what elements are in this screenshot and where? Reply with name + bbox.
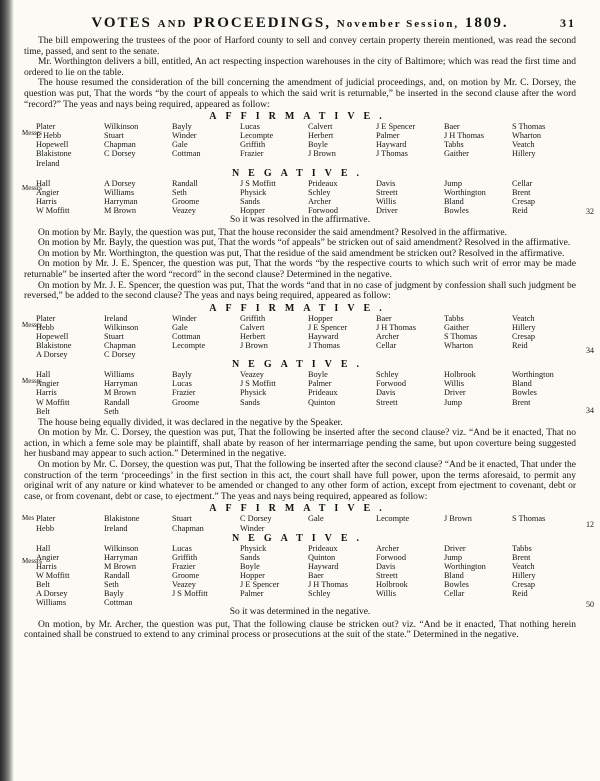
member-name: Stuart: [104, 331, 124, 341]
member-name: Plater: [36, 514, 56, 524]
member-name: Palmer: [240, 589, 264, 599]
member-name: Bayly: [104, 589, 124, 599]
member-name: J Brown: [444, 514, 472, 524]
member-name: Cottman: [104, 598, 133, 608]
name-column: [172, 514, 236, 532]
name-column: [308, 514, 372, 532]
scan-edge: [0, 0, 14, 781]
member-name: S Thomas: [512, 514, 546, 524]
member-name: Physick: [240, 388, 267, 398]
paragraph-11: On motion by Mr. C. Dorsey, the question was put, That the following be inserted after the second clause? “And be it enacted, That under the construction of the term ‘proceedings’ in the first section in this act, the court shall have full power, upon the terms aforesaid, to permit any original writ of any nature or kind whatever to be amended or changed to any other form of action, except from ejectment to covenant, debt or case, or from covenant, debt or case, to ejectment.” The yeas and nays being required, appeared as follow:: [24, 460, 576, 502]
member-name: E Hebb: [36, 131, 62, 141]
member-name: C Dorsey: [240, 514, 272, 524]
member-name: Palmer: [376, 131, 400, 141]
member-name: Ireland: [104, 313, 128, 323]
member-name: Sands: [240, 552, 260, 562]
vote-3-negative-list: [24, 544, 576, 608]
member-name: Stuart: [172, 514, 192, 524]
member-name: Angier: [36, 379, 60, 389]
member-name: Reid: [512, 589, 528, 599]
name-column: [104, 514, 168, 532]
member-name: Griffith: [240, 140, 266, 150]
name-column: [36, 179, 100, 215]
member-name: Wilkinson: [104, 322, 139, 332]
member-name: Jump: [444, 552, 462, 562]
member-name: Driver: [376, 205, 398, 215]
member-name: Hopper: [240, 570, 265, 580]
member-name: M Brown: [104, 561, 137, 571]
member-name: Prideaux: [308, 543, 338, 553]
member-name: W Moffitt: [36, 397, 70, 407]
name-column: [444, 370, 508, 415]
name-column: [512, 370, 576, 415]
member-name: Williams: [104, 187, 135, 197]
name-column: [444, 122, 508, 167]
member-name: Veatch: [512, 140, 535, 150]
member-name: Hopewell: [36, 331, 69, 341]
member-name: Brent: [512, 397, 531, 407]
member-name: Plater: [36, 313, 56, 323]
header-year: 1809.: [464, 15, 509, 31]
member-name: Baer: [376, 313, 392, 323]
member-name: Tabbs: [444, 313, 464, 323]
member-name: Ireland: [36, 158, 60, 168]
member-name: Streett: [376, 187, 398, 197]
member-name: Hillery: [512, 149, 536, 159]
member-name: Bayly: [172, 122, 192, 132]
vote-3-result: So it was determined in the negative.: [229, 607, 371, 618]
member-name: Veatch: [512, 313, 535, 323]
header-title2: PROCEEDINGS,: [193, 15, 331, 31]
page-number: 31: [560, 16, 576, 30]
member-name: Archer: [308, 196, 332, 206]
vote-2-aff-messrs: Messrs: [22, 320, 42, 329]
paragraph-1: The bill empowering the trustees of the poor of Harford county to sell and convey certain property therein mentioned, was read the second time, passed, and sent to the senate.: [24, 36, 576, 57]
vote-3-neg-margin-number: 50: [586, 599, 594, 609]
member-name: Calvert: [308, 122, 333, 132]
member-name: Sands: [240, 196, 260, 206]
member-name: M Brown: [104, 388, 137, 398]
vote-1-result: So it was resolved in the affirmative.: [230, 215, 370, 225]
member-name: Baer: [308, 570, 324, 580]
member-name: Brent: [512, 187, 531, 197]
vote-2-affirmative-heading: AFFIRMATIVE.: [209, 302, 391, 314]
member-name: Groome: [172, 196, 200, 206]
paragraph-12: On motion, by Mr. Archer, the question was put, That the following clause be stricken out? viz. “And be it enacted, That nothing herein contained shall be construed to extend to any criminal process or prosecutions at the suit of the state.” Determined in the negative.: [24, 619, 576, 641]
member-name: Blakistone: [36, 341, 72, 351]
member-name: Hall: [36, 178, 51, 188]
name-column: [308, 314, 372, 359]
member-name: Cellar: [376, 341, 397, 351]
member-name: Wharton: [444, 341, 474, 351]
member-name: Boyle: [308, 370, 328, 380]
paragraph-5: On motion by Mr. Bayly, the question was put, That the words “of appeals” be stricken out of said amendment? Resolved in the affirmative.: [38, 238, 571, 249]
member-name: Wharton: [512, 131, 542, 141]
member-name: Chapman: [104, 140, 136, 150]
member-name: Holbrook: [376, 580, 408, 589]
member-name: Lucas: [240, 122, 260, 132]
member-name: Jump: [444, 397, 462, 407]
name-column: [104, 370, 168, 415]
member-name: Griffith: [240, 313, 266, 323]
name-column: [376, 314, 440, 359]
paragraph-2: Mr. Worthington delivers a bill, entitled, An act respecting inspection warehouses in the city of Baltimore; which was read the first time and ordered to lie on the table.: [24, 57, 576, 78]
member-name: Plater: [36, 122, 56, 132]
member-name: Gale: [308, 514, 324, 524]
member-name: J Brown: [240, 341, 268, 351]
member-name: Cellar: [512, 178, 533, 188]
member-name: J S Moffitt: [240, 379, 276, 389]
member-name: Worthington: [512, 370, 554, 380]
member-name: Harris: [36, 196, 57, 206]
member-name: Reid: [512, 341, 528, 351]
member-name: Randall: [172, 178, 198, 188]
member-name: Stuart: [104, 131, 124, 141]
member-name: Cresap: [512, 580, 536, 589]
name-column: [240, 370, 304, 415]
member-name: Bland: [444, 570, 464, 580]
member-name: W Moffitt: [36, 570, 70, 580]
member-name: Willis: [376, 196, 396, 206]
member-name: Lucas: [172, 543, 192, 553]
member-name: Schley: [376, 370, 399, 380]
member-name: Blakistone: [104, 514, 140, 524]
name-column: [376, 122, 440, 167]
member-name: C Dorsey: [104, 350, 136, 360]
member-name: Randall: [104, 570, 130, 580]
member-name: Forwood: [376, 552, 406, 562]
member-name: S Thomas: [444, 331, 478, 341]
vote-3-aff-margin-number: 12: [586, 520, 594, 530]
member-name: Bowles: [512, 388, 537, 398]
member-name: Winder: [172, 313, 197, 323]
name-column: [172, 370, 236, 415]
vote-1-negative-list: [24, 179, 576, 215]
vote-2-margin-number-2: 34: [586, 406, 594, 416]
member-name: C Dorsey: [104, 149, 136, 159]
name-column: [104, 314, 168, 359]
name-column: [444, 544, 508, 608]
name-column: [240, 122, 304, 167]
member-name: Forwood: [308, 205, 338, 215]
vote-3-neg-messrs: Messrs: [22, 556, 42, 565]
vote-3-affirmative-heading: AFFIRMATIVE.: [209, 503, 391, 515]
name-column: [308, 122, 372, 167]
member-name: Veazey: [172, 580, 196, 589]
member-name: J Thomas: [376, 149, 408, 159]
paragraph-4: On motion by Mr. Bayly, the question was put, That the house reconsider the said amendment? Resolved in the affirmative.: [38, 227, 507, 238]
vote-1-margin-number: 32: [586, 206, 594, 216]
name-column: [308, 370, 372, 415]
member-name: Blakistone: [36, 149, 72, 159]
member-name: J Thomas: [308, 341, 340, 351]
member-name: Hopper: [240, 205, 265, 215]
member-name: Hall: [36, 543, 51, 553]
vote-1: [22, 111, 594, 225]
member-name: Veazey: [172, 205, 196, 215]
member-name: Sands: [240, 397, 260, 407]
member-name: A Dorsey: [104, 178, 136, 188]
name-column: [104, 544, 168, 608]
member-name: Herbert: [308, 131, 334, 141]
member-name: Physick: [240, 187, 267, 197]
vote-1-neg-messrs: Messrs: [22, 183, 42, 192]
member-name: Streett: [376, 397, 398, 407]
paragraph-3: The house resumed the consideration of the bill concerning the amendment of judicial proceedings, and, on motion by Mr. C. Dorsey, the question was put, That the words “by the court of appeals to which the said writ is returnable,” be inserted in the second clause after the word “record?” The yeas and nays being required, appeared as follow:: [24, 78, 576, 110]
member-name: Groome: [172, 397, 200, 407]
header-session: November Session,: [336, 18, 460, 30]
member-name: J E Spencer: [376, 122, 416, 132]
member-name: Ireland: [104, 523, 128, 533]
member-name: Harris: [36, 561, 57, 571]
member-name: Boyle: [240, 561, 260, 571]
vote-1-aff-messrs: Messrs: [22, 129, 42, 138]
member-name: Holbrook: [444, 370, 476, 380]
member-name: Frazier: [172, 388, 196, 398]
vote-1-affirmative-heading: AFFIRMATIVE.: [209, 111, 391, 123]
name-column: [444, 314, 508, 359]
member-name: Angier: [36, 187, 60, 197]
member-name: Bowles: [444, 205, 469, 215]
member-name: J H Thomas: [308, 580, 348, 589]
vote-2-negative-heading: NEGATIVE.: [231, 359, 369, 371]
document-page: [22, 10, 594, 641]
vote-2-neg-messrs: Messrs: [22, 377, 42, 386]
name-column: [444, 514, 508, 532]
member-name: Cresap: [512, 331, 536, 341]
name-column: [444, 179, 508, 215]
member-name: Seth: [104, 406, 119, 416]
member-name: Groome: [172, 570, 200, 580]
name-column: [36, 514, 100, 532]
header-and: AND: [157, 18, 188, 30]
member-name: Calvert: [240, 322, 265, 332]
member-name: Belt: [36, 580, 50, 589]
member-name: Davis: [376, 388, 396, 398]
vote-3: [22, 503, 594, 618]
name-column: [36, 370, 100, 415]
member-name: Physick: [240, 543, 267, 553]
name-column: [376, 179, 440, 215]
name-column: [36, 122, 100, 167]
member-name: S Thomas: [512, 122, 546, 132]
member-name: J Brown: [308, 149, 336, 159]
member-name: Frazier: [240, 149, 264, 159]
vote-2-margin-number-1: 34: [586, 345, 594, 355]
member-name: Bland: [444, 196, 464, 206]
member-name: Bayly: [172, 370, 192, 380]
name-column: [172, 314, 236, 359]
member-name: Harryman: [104, 196, 138, 206]
member-name: Hebb: [36, 322, 54, 332]
member-name: Wilkinson: [104, 543, 139, 553]
member-name: Bland: [512, 379, 532, 389]
vote-3-aff-messrs: Mes: [22, 514, 35, 523]
member-name: Veazey: [240, 370, 264, 380]
member-name: Cellar: [444, 589, 465, 599]
member-name: Hayward: [308, 331, 339, 341]
member-name: Chapman: [104, 341, 136, 351]
name-column: [36, 544, 100, 608]
paragraph-6: On motion by Mr. Worthington, the question was put, That the residue of the said amendment be stricken out? Resolved in the affirmative.: [38, 248, 565, 259]
member-name: Angier: [36, 552, 60, 562]
member-name: Schley: [308, 187, 331, 197]
member-name: Baer: [444, 122, 460, 132]
member-name: Hopper: [308, 313, 333, 323]
member-name: Lecompte: [376, 514, 410, 524]
paragraph-8: On motion by Mr. J. E. Spencer, the question was put, That the words “and that in no case of judgment by confession shall such judgment be reversed,” be added to the second clause? The yeas and nays being required, appeared as follow:: [24, 280, 576, 302]
member-name: Williams: [36, 598, 67, 608]
member-name: A Dorsey: [36, 589, 68, 599]
header-title: VOTES: [91, 15, 152, 31]
member-name: Willis: [376, 589, 396, 599]
member-name: Hall: [36, 370, 51, 380]
member-name: Hayward: [308, 561, 339, 571]
member-name: Veatch: [512, 561, 535, 571]
member-name: Boyle: [308, 140, 328, 150]
member-name: Cottman: [172, 149, 201, 159]
member-name: Chapman: [172, 523, 204, 533]
member-name: Prideaux: [308, 388, 338, 398]
member-name: Williams: [104, 370, 135, 380]
member-name: Reid: [512, 205, 528, 215]
member-name: Winder: [172, 131, 197, 141]
vote-3-negative-heading: NEGATIVE.: [231, 532, 369, 544]
member-name: Winder: [240, 523, 265, 533]
name-column: [512, 179, 576, 215]
name-column: [172, 544, 236, 608]
member-name: Driver: [444, 543, 466, 553]
member-name: Forwood: [376, 379, 406, 389]
name-column: [308, 544, 372, 608]
member-name: Tabbs: [512, 543, 532, 553]
member-name: Quinton: [308, 397, 336, 407]
name-column: [104, 179, 168, 215]
member-name: Archer: [376, 331, 400, 341]
member-name: Tabbs: [444, 140, 464, 150]
member-name: Frazier: [172, 561, 196, 571]
vote-1-negative-heading: NEGATIVE.: [231, 167, 369, 179]
name-column: [376, 370, 440, 415]
member-name: Palmer: [308, 379, 332, 389]
member-name: Hopewell: [36, 140, 69, 150]
member-name: Worthington: [444, 561, 486, 571]
member-name: Jump: [444, 178, 462, 188]
member-name: Randall: [104, 397, 130, 407]
member-name: Cresap: [512, 196, 536, 206]
member-name: Schley: [308, 589, 331, 599]
member-name: Gaither: [444, 322, 469, 332]
member-name: Lecompte: [240, 131, 274, 141]
vote-3-affirmative-list: [24, 514, 576, 532]
name-column: [512, 514, 576, 532]
member-name: Gaither: [444, 149, 469, 159]
name-column: [104, 122, 168, 167]
member-name: Bowles: [444, 580, 469, 589]
member-name: J H Thomas: [376, 322, 416, 332]
name-column: [172, 179, 236, 215]
member-name: Cottman: [172, 331, 201, 341]
paragraph-10: On motion by Mr. C. Dorsey, the question was put, That the following be inserted after the second clause? viz. “And be it enacted, That no action, in which a feme sole may be plaintiff, shall abate by reason of her intermarriage pending the same, but upon coverture being suggested her husband may appear to such action.” Determined in the negative.: [24, 428, 576, 460]
member-name: A Dorsey: [36, 350, 68, 360]
member-name: Gale: [172, 322, 188, 332]
vote-1-affirmative-list: [24, 122, 576, 167]
member-name: J H Thomas: [444, 131, 484, 141]
paragraph-9: The house being equally divided, it was declared in the negative by the Speaker.: [38, 417, 343, 428]
member-name: M Brown: [104, 205, 137, 215]
name-column: [376, 514, 440, 532]
member-name: Seth: [104, 580, 119, 589]
member-name: J S Moffitt: [240, 178, 276, 188]
member-name: Brent: [512, 552, 531, 562]
member-name: Hillery: [512, 570, 536, 580]
member-name: Worthington: [444, 187, 486, 197]
member-name: Prideaux: [308, 178, 338, 188]
name-column: [512, 122, 576, 167]
member-name: Lucas: [172, 379, 192, 389]
member-name: Griffith: [172, 552, 198, 562]
member-name: Herbert: [240, 331, 266, 341]
member-name: Belt: [36, 406, 50, 416]
member-name: Streett: [376, 570, 398, 580]
member-name: Davis: [376, 561, 396, 571]
name-column: [240, 544, 304, 608]
member-name: Willis: [444, 379, 464, 389]
member-name: W Moffitt: [36, 205, 70, 215]
member-name: J E Spencer: [240, 580, 280, 589]
member-name: Wilkinson: [104, 122, 139, 132]
member-name: Gale: [172, 140, 188, 150]
member-name: J S Moffitt: [172, 589, 208, 599]
page-header: [24, 10, 576, 36]
name-column: [240, 514, 304, 532]
name-column: [308, 179, 372, 215]
name-column: [512, 314, 576, 359]
name-column: [376, 544, 440, 608]
member-name: Harris: [36, 388, 57, 398]
member-name: Driver: [444, 388, 466, 398]
paragraph-7: On motion by Mr. J. E. Spencer, the question was put, That the words “by the respective courts to which such writ of error may be made returnable” be inserted after the word “record” in the second clause? Determined in the negative.: [24, 259, 576, 280]
vote-2: [22, 302, 594, 416]
member-name: Hayward: [376, 140, 407, 150]
member-name: Hillery: [512, 322, 536, 332]
member-name: Lecompte: [172, 341, 206, 351]
name-column: [172, 122, 236, 167]
name-column: [36, 314, 100, 359]
member-name: Davis: [376, 178, 396, 188]
member-name: Archer: [376, 543, 400, 553]
name-column: [240, 314, 304, 359]
member-name: J E Spencer: [308, 322, 348, 332]
name-column: [240, 179, 304, 215]
vote-2-affirmative-list: [24, 314, 576, 359]
member-name: Harryman: [104, 552, 138, 562]
member-name: Harryman: [104, 379, 138, 389]
member-name: Seth: [172, 187, 187, 197]
member-name: Hebb: [36, 523, 54, 533]
vote-2-negative-list: [24, 370, 576, 415]
member-name: Quinton: [308, 552, 336, 562]
name-column: [512, 544, 576, 608]
